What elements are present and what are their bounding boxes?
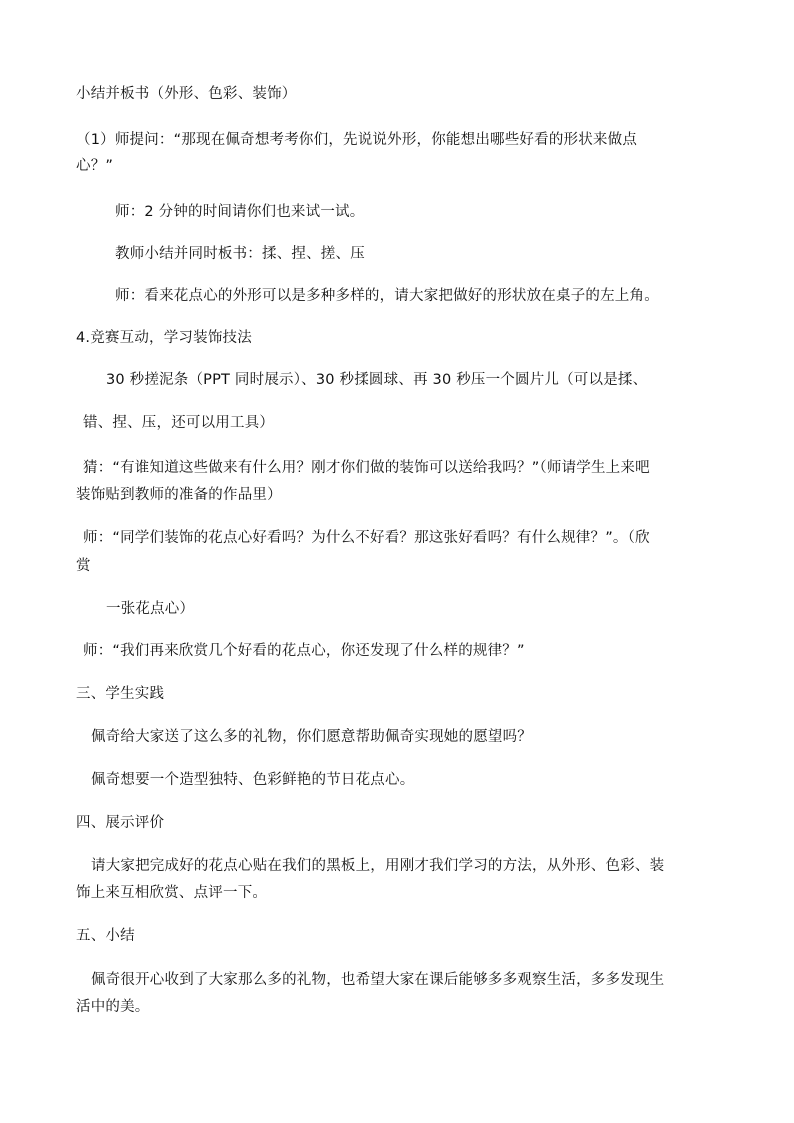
summary-heading: 小结并板书（外形、色彩、装饰）: [76, 86, 297, 102]
final-summary-line-2: 活中的美。: [76, 999, 150, 1015]
practice-line-1: 佩奇给大家送了这么多的礼物，你们愿意帮助佩奇实现她的愿望吗？: [91, 729, 532, 745]
practice-line-2: 佩奇想要一个造型独特、色彩鲜艳的节日花点心。: [91, 772, 415, 788]
contest-line-1: 30 秒搓泥条（PPT 同时展示）、30 秒揉圆球、再 30 秒压一个圆片儿（可以是揉、: [106, 372, 648, 388]
section-5-title: 五、小结: [76, 928, 135, 944]
final-summary-line-1: 佩奇很开心收到了大家那么多的礼物，也希望大家在课后能够多多观察生活，多多发现生: [91, 972, 665, 988]
evaluation-line-2: 饰上来互相欣赏、点评一下。: [76, 885, 268, 901]
teacher-question-line-2: 赏: [76, 558, 91, 574]
section-4-title: 4.竞赛互动，学习装饰技法: [76, 330, 252, 346]
section-4b-title: 四、展示评价: [76, 815, 165, 831]
teacher-appreciation-text: 师：“我们再来欣赏几个好看的花点心，你还发现了什么样的规律？”: [83, 643, 525, 659]
guess-line-1: 猜：“有谁知道这些做来有什么用？刚才你们做的装饰可以送给我吗？”（师请学生上来吧: [83, 460, 650, 476]
teacher-observation-text: 师：看来花点心的外形可以是多种多样的，请大家把做好的形状放在桌子的左上角。: [115, 288, 659, 304]
teacher-summary-text: 教师小结并同时板书：揉、捏、搓、压: [115, 246, 365, 262]
teacher-question-line-1: 师：“同学们装饰的花点心好看吗？为什么不好看？那这张好看吗？有什么规律？”。（欣: [83, 530, 650, 546]
teacher-try-text: 师：2 分钟的时间请你们也来试一试。: [115, 204, 365, 220]
evaluation-line-1: 请大家把完成好的花点心贴在我们的黑板上，用刚才我们学习的方法，从外形、色彩、装: [91, 858, 665, 874]
question-1-line-1: （1）师提问：“那现在佩奇想考考你们，先说说外形，你能想出哪些好看的形状来做点: [76, 132, 638, 148]
question-1-line-2: 心？”: [76, 158, 114, 174]
contest-line-2: 错、捏、压，还可以用工具）: [83, 415, 275, 431]
section-3-title: 三、学生实践: [76, 686, 165, 702]
teacher-question-line-3: 一张花点心）: [106, 601, 195, 617]
guess-line-2: 装饰贴到教师的准备的作品里）: [76, 487, 282, 503]
